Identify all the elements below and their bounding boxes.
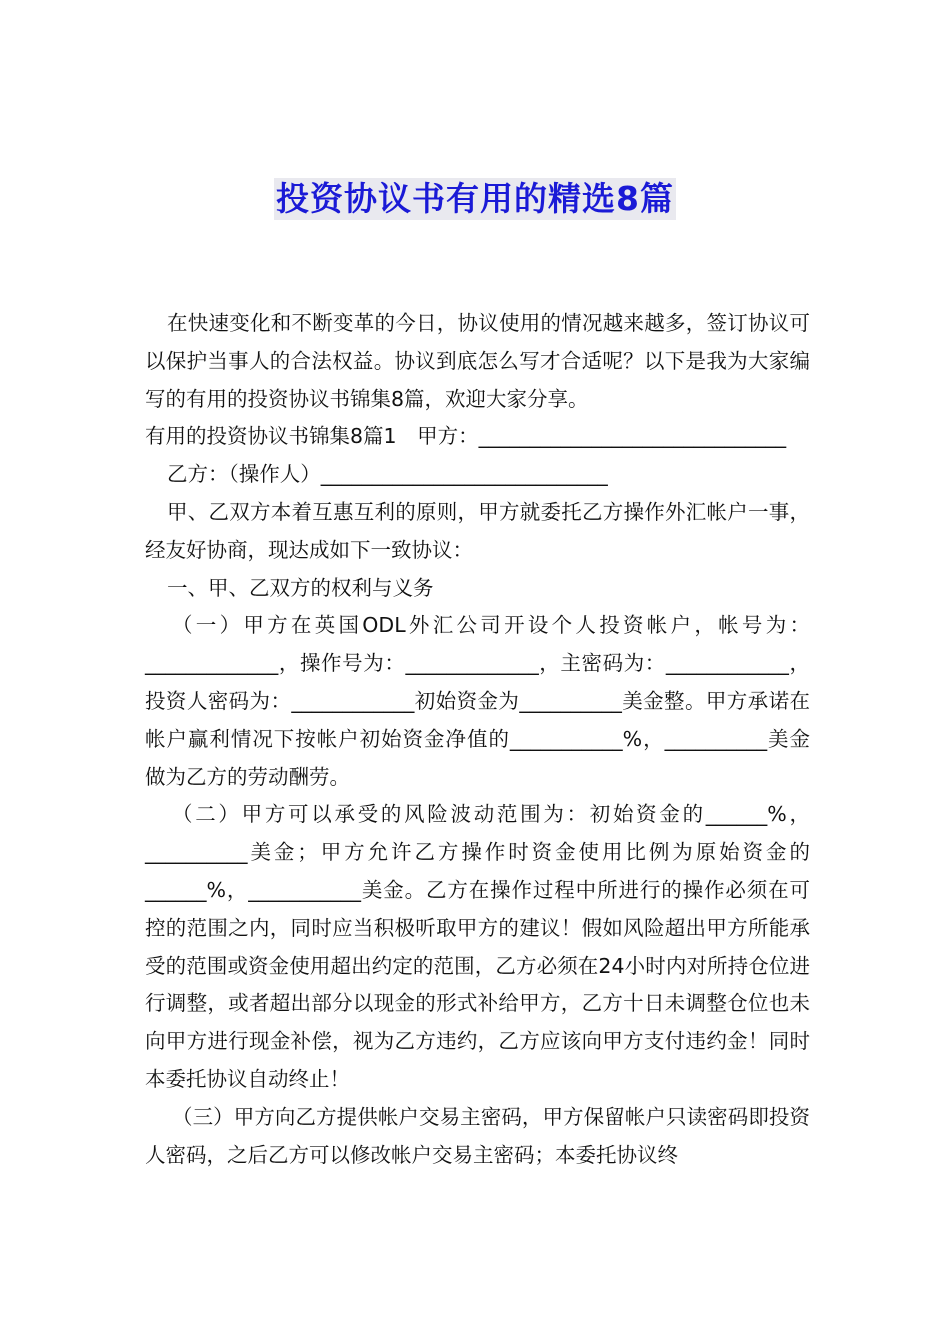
document-body: [145, 305, 810, 1174]
agreement-heading-party-a: 有用的投资协议书锦集8篇1 甲方：______________________________: [145, 424, 787, 449]
clause-1-paragraph: （一）甲方在英国ODL外汇公司开设个人投资帐户，帐号为：_____________，操作号为：_____________，主密码为：____________，投资人密码为：____________初始资金为__________美金整。甲方承诺在帐户赢利情况下按帐户初始资金净值的___________%，__________美金做为乙方的劳动酬劳。: [145, 613, 810, 789]
clause-2-paragraph: （二）甲方可以承受的风险波动范围为：初始资金的______%，__________美金；甲方允许乙方操作时资金使用比例为原始资金的______%，___________美金。乙方在操作过程中所进行的操作必须在可控的范围之内，同时应当积极听取甲方的建议！假如风险超出甲方所能承受的范围或资金使用超出约定的范围，乙方必须在24小时内对所持仓位进行调整，或者超出部分以现金的形式补给甲方，乙方十日未调整仓位也未向甲方进行现金补偿，视为乙方违约，乙方应该向甲方支付违约金！同时本委托协议自动终止！: [145, 802, 810, 1091]
clause-3-paragraph: （三）甲方向乙方提供帐户交易主密码，甲方保留帐户只读密码即投资人密码，之后乙方可以修改帐户交易主密码；本委托协议终: [145, 1104, 810, 1167]
preamble-paragraph: 甲、乙双方本着互惠互利的原则，甲方就委托乙方操作外汇帐户一事，经友好协商，现达成如下一致协议：: [145, 499, 810, 562]
party-b-line: 乙方：（操作人）____________________________: [167, 462, 608, 487]
section-heading-rights: 一、甲、乙双方的权利与义务: [167, 575, 434, 600]
intro-paragraph: 在快速变化和不断变革的今日，协议使用的情况越来越多，签订协议可以保护当事人的合法权益。协议到底怎么写才合适呢？以下是我为大家编写的有用的投资协议书锦集8篇，欢迎大家分享。: [145, 311, 810, 411]
document-title: 投资协议书有用的精选8篇: [276, 179, 674, 218]
title-container: [0, 178, 950, 220]
